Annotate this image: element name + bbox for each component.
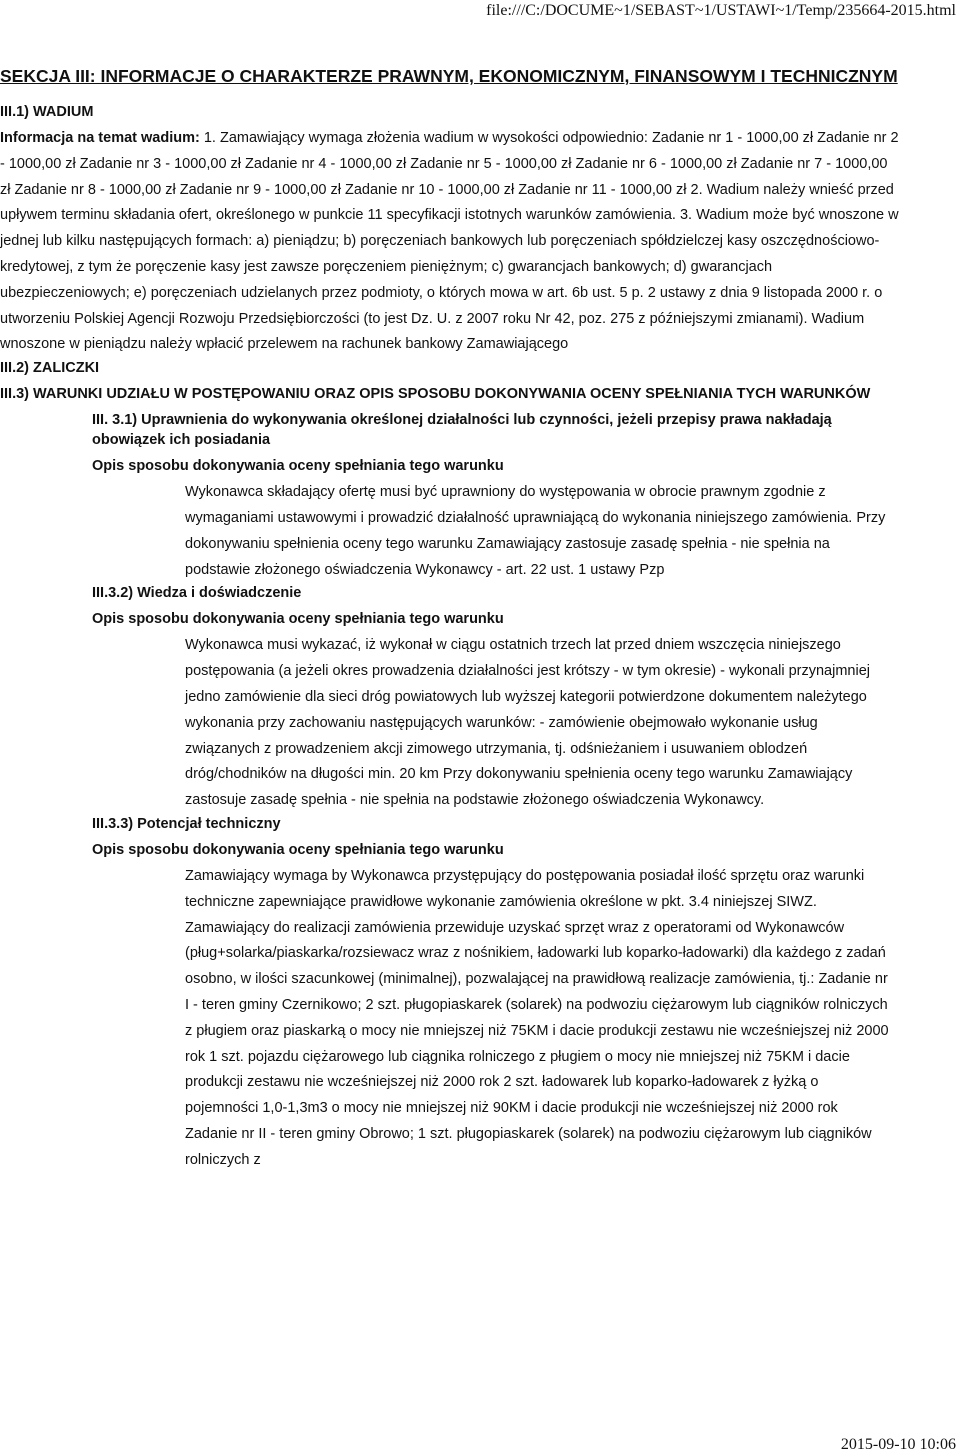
section-title: SEKCJA III: INFORMACJE O CHARAKTERZE PRAWNYM, EKONOMICZNYM, FINANSOWYM I TECHNICZNYM: [0, 66, 898, 86]
condition-3-2-heading: III.3.2) Wiedza i doświadczenie: [92, 585, 302, 602]
condition-3-1-heading: III. 3.1) Uprawnienia do wykonywania określonej działalności lub czynności, jeżeli przepisy prawa nakładają obowiązek ich posiadania: [92, 412, 832, 449]
condition-3-2-text: Wykonawca musi wykazać, iż wykonał w ciągu ostatnich trzech lat przed dniem wszczęcia niniejszego postępowania (a jeżeli okres prowadzenia działalności jest krótszy - w tym okresie) - wykonali przynajmniej jedno zamówienie dla sieci dróg powiatowych lub wyższej kategorii potwierdzone dokumentem należytego wykonania przy zachowaniu następujących warunków: - zamówienie obejmowało wykonanie usług związanych z prowadzeniem akcji zimowego utrzymania, tj. odśnieżaniem i usuwaniem oblodzeń dróg/chodników na długości min. 20 km Przy dokonywaniu spełnienia oceny tego warunku Zamawiający zastosuje zasadę spełnia - nie spełnia na podstawie złożonego oświadczenia Wykonawcy.: [185, 637, 870, 809]
wadium-heading: III.1) WADIUM: [0, 104, 94, 120]
wadium-paragraph: [0, 126, 900, 358]
condition-3-1-desc-label: Opis sposobu dokonywania oceny spełniania tego warunku: [92, 458, 504, 475]
print-timestamp: 2015-09-10 10:06: [840, 1436, 956, 1453]
zaliczki-heading: III.2) ZALICZKI: [0, 360, 100, 377]
wadium-label: Informacja na temat wadium:: [0, 130, 200, 146]
condition-3-3-text: Zamawiający wymaga by Wykonawca przystępujący do postępowania posiadał ilość sprzętu oraz warunki techniczne zapewniające prawidłowe wykonanie zamówienia określone w pkt. 3.4 niniejszej SIWZ. Zamawiający do realizacji zamówienia przewiduje uzyskać sprzęt wraz z operatorami od Wykonawców (pług+solarka/piaskarka/rozsiewacz wraz z nośnikiem, ładowarki lub koparko-ładowarki) dla każdego z zadań osobno, w ilości szacunkowej (minimalnej), pozwalającej na prawidłową realizacje zamówienia, tj.: Zadanie nr I - teren gminy Czernikowo; 2 szt. pługopiaskarek (solarek) na podwoziu ciężarowym lub ciągników rolniczych z pługiem oraz piaskarką o mocy nie mniejszej niż 75KM i dacie produkcji zestawu nie wcześniejszej niż 2000 rok 1 szt. pojazdu ciężarowego lub ciągnika rolniczego z pługiem o mocy nie mniejszej niż 75KM i dacie produkcji zestawu nie wcześniejszej niż 2000 rok 2 szt. ładowarek lub koparko-ładowarek z łyżką o pojemności 1,0-1,3m3 o mocy nie mniejszej niż 90KM i dacie produkcji nie wcześniejszej niż 2000 rok Zadanie nr II - teren gminy Obrowo; 1 szt. pługopiaskarek (solarek) na podwoziu ciężarowym lub ciągników rolniczych z: [185, 867, 889, 1168]
document-body: [0, 64, 900, 1174]
condition-3-2-desc-label: Opis sposobu dokonywania oceny spełniania tego warunku: [92, 611, 504, 628]
wadium-text: 1. Zamawiający wymaga złożenia wadium w wysokości odpowiednio: Zadanie nr 1 - 1000,00 zł Zadanie nr 2 - 1000,00 zł Zadanie nr 3 - 1000,00 zł Zadanie nr 4 - 1000,00 zł Zadanie nr 5 - 1000,00 zł Zadanie nr 6 - 1000,00 zł Zadanie nr 7 - 1000,00 zł Zadanie nr 8 - 1000,00 zł Zadanie nr 9 - 1000,00 zł Zadanie nr 10 - 1000,00 zł Zadanie nr 11 - 1000,00 zł 2. Wadium należy wnieść przed upływem terminu składania ofert, określonego w punkcie 11 specyfikacji istotnych warunków zamówienia. 3. Wadium może być wnoszone w jednej lub kilku następujących formach: a) pieniądzu; b) poręczeniach bankowych lub poręczeniach spółdzielczej kasy oszczędnościowo-kredytowej, z tym że poręczenie kasy jest zawsze poręczeniem pieniężnym; c) gwarancjach bankowych; d) gwarancjach ubezpieczeniowych; e) poręczeniach udzielanych przez podmioty, o których mowa w art. 6b ust. 5 p. 2 ustawy z dnia 9 listopada 2000 r. o utworzeniu Polskiej Agencji Rozwoju Przedsiębiorczości (to jest Dz. U. z 2007 roku Nr 42, poz. 275 z późniejszymi zmianami). Wadium wnoszone w pieniądzu należy wpłacić przelewem na rachunek bankowy Zamawiającego: [0, 130, 899, 353]
condition-3-3-desc-label: Opis sposobu dokonywania oceny spełniania tego warunku: [92, 841, 504, 858]
file-url: file:///C:/DOCUME~1/SEBAST~1/USTAWI~1/Temp/235664-2015.html: [486, 2, 956, 19]
warunki-heading: III.3) WARUNKI UDZIAŁU W POSTĘPOWANIU ORAZ OPIS SPOSOBU DOKONYWANIA OCENY SPEŁNIANIA TYCH WARUNKÓW: [0, 386, 871, 403]
condition-3-1-text: Wykonawca składający ofertę musi być uprawniony do występowania w obrocie prawnym zgodnie z wymaganiami ustawowymi i prowadzić działalność uprawniającą do wykonania niniejszego zamówienia. Przy dokonywaniu spełnienia oceny tego warunku Zamawiający zastosuje zasadę spełnia - nie spełnia na podstawie złożonego oświadczenia Wykonawcy - art. 22 ust. 1 ustawy Pzp: [185, 484, 886, 578]
condition-3-3-heading: III.3.3) Potencjał techniczny: [92, 815, 281, 832]
